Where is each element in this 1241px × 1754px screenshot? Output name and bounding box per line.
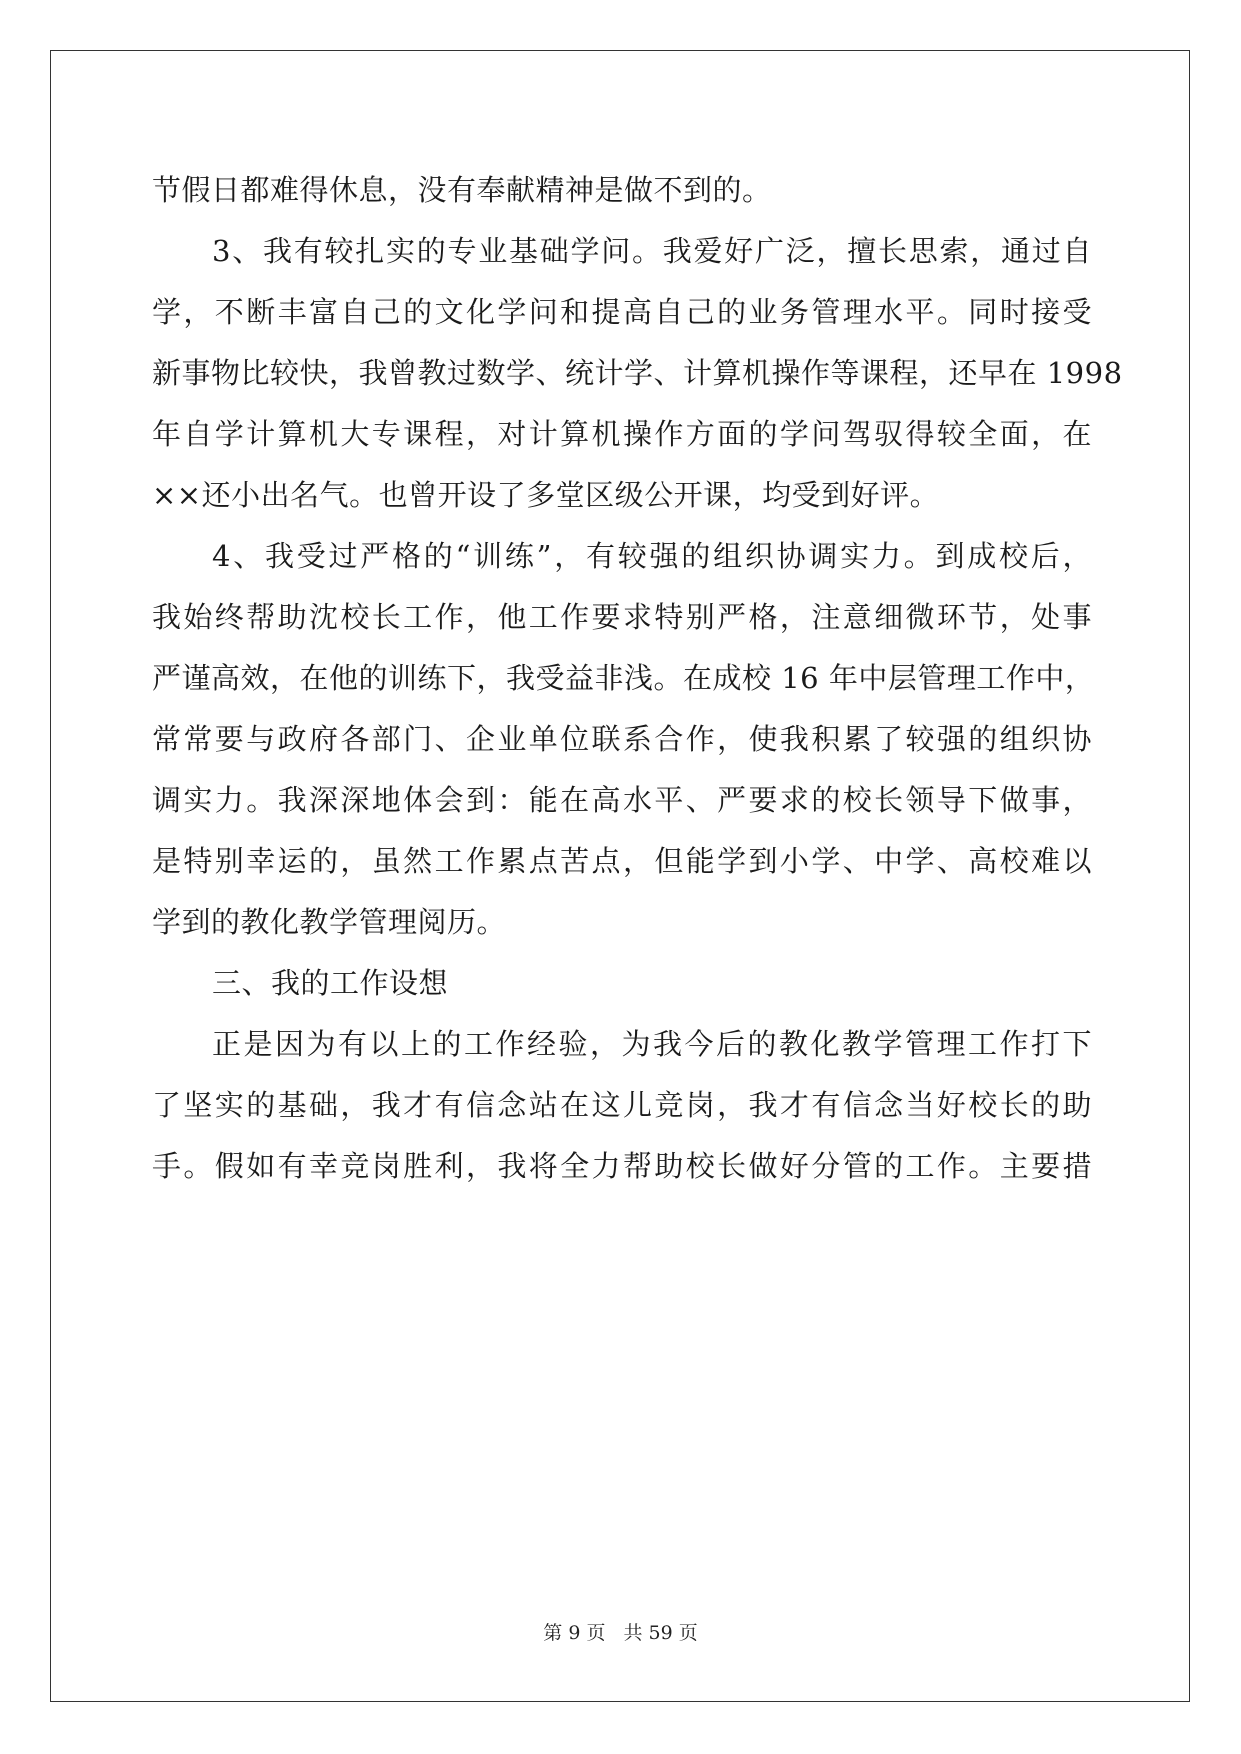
text-line: ××还小出名气。也曾开设了多堂区级公开课，均受到好评。 bbox=[152, 478, 940, 512]
text-line: 严谨高效，在他的训练下，我受益非浅。在成校 16 年中层管理工作中， bbox=[152, 661, 1095, 695]
text-line: 3、我有较扎实的专业基础学问。我爱好广泛，擅长思索，通过自 bbox=[212, 234, 1092, 268]
text-line: 节假日都难得休息，没有奉献精神是做不到的。 bbox=[152, 173, 772, 207]
text-line: 学，不断丰富自己的文化学问和提高自己的业务管理水平。同时接受 bbox=[152, 295, 1092, 329]
text-line: 调实力。我深深地体会到：能在高水平、严要求的校长领导下做事， bbox=[152, 783, 1092, 817]
text-line: 新事物比较快，我曾教过数学、统计学、计算机操作等课程，还早在 1998 bbox=[152, 356, 1123, 390]
page-footer bbox=[0, 1618, 1241, 1645]
text-line: 学到的教化教学管理阅历。 bbox=[152, 905, 507, 939]
text-line: 是特别幸运的，虽然工作累点苦点，但能学到小学、中学、高校难以 bbox=[152, 844, 1092, 878]
text-line: 手。假如有幸竞岗胜利，我将全力帮助校长做好分管的工作。主要措 bbox=[152, 1149, 1092, 1183]
text-line: 了坚实的基础，我才有信念站在这儿竞岗，我才有信念当好校长的助 bbox=[152, 1088, 1092, 1122]
text-line: 4、我受过严格的“训练”，有较强的组织协调实力。到成校后， bbox=[212, 539, 1092, 573]
text-line: 常常要与政府各部门、企业单位联系合作，使我积累了较强的组织协 bbox=[152, 722, 1092, 756]
document-body bbox=[152, 160, 1123, 1197]
text-line: 年自学计算机大专课程，对计算机操作方面的学问驾驭得较全面，在 bbox=[152, 417, 1092, 451]
section-heading: 三、我的工作设想 bbox=[212, 966, 449, 1000]
text-line: 正是因为有以上的工作经验，为我今后的教化教学管理工作打下 bbox=[212, 1027, 1092, 1061]
page-total: 共 59 页 bbox=[623, 1622, 698, 1644]
page-number: 第 9 页 bbox=[543, 1622, 606, 1644]
text-line: 我始终帮助沈校长工作，他工作要求特别严格，注意细微环节，处事 bbox=[152, 600, 1092, 634]
